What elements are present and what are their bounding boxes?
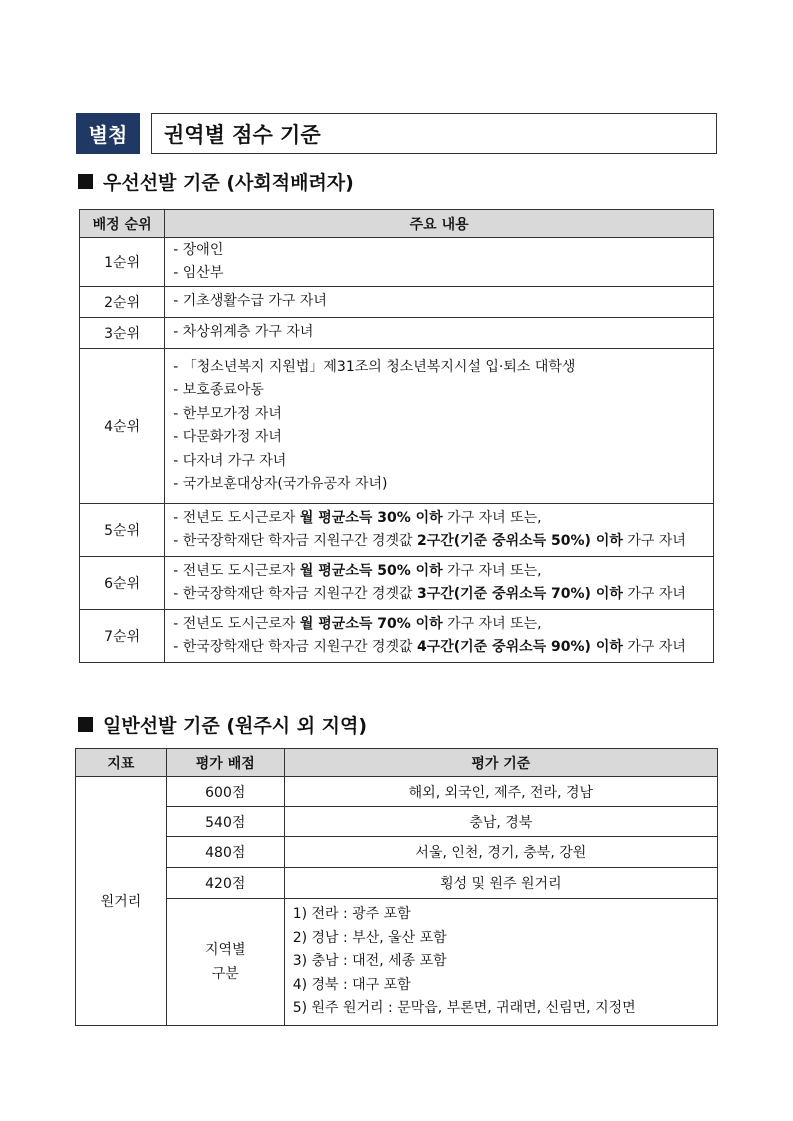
- rank-cell: 6순위: [80, 557, 165, 610]
- table-row: [76, 807, 718, 837]
- content-line: - 임산부: [173, 265, 224, 281]
- column-header-score: 평가 배점: [166, 749, 284, 777]
- rank-cell: 3순위: [80, 318, 165, 349]
- text-span: 가구 자녀 또는,: [442, 615, 542, 632]
- text-span: 가구 자녀: [622, 533, 686, 549]
- content-line: [173, 507, 713, 531]
- content-cell: [165, 238, 714, 287]
- table-row: [80, 318, 714, 349]
- general-selection-table: [75, 748, 718, 1026]
- content-cell: [165, 610, 714, 663]
- region-line: 5) 원주 원거리 : 문막읍, 부론면, 귀래면, 신림면, 지정면: [292, 1000, 636, 1017]
- emphasis-text: 2구간(기준 중위소득 50%) 이하: [416, 533, 623, 549]
- region-label-cell: [166, 899, 284, 1026]
- text-span: - 전년도 도시근로자: [173, 562, 300, 579]
- priority-table: [79, 209, 714, 663]
- section2-heading: [78, 711, 367, 738]
- table-header-row: [80, 210, 714, 238]
- rank-cell: 1순위: [80, 238, 165, 287]
- content-line: - 국가보훈대상자(국가유공자 자녀): [173, 476, 388, 492]
- region-label-line: 구분: [211, 966, 239, 982]
- column-header-indicator: 지표: [76, 749, 167, 777]
- score-cell: 540점: [166, 807, 284, 837]
- text-span: - 한국장학재단 학자금 지원구간 경곗값: [173, 639, 417, 655]
- table-row: [80, 238, 714, 287]
- region-detail-cell: [284, 899, 717, 1026]
- table-row: [80, 349, 714, 504]
- table-row: [80, 504, 714, 557]
- emphasis-text: 월 평균소득 50% 이하: [299, 562, 443, 579]
- content-line: [173, 530, 713, 554]
- text-span: 가구 자녀 또는,: [442, 562, 542, 579]
- rank-cell: 5순위: [80, 504, 165, 557]
- text-span: - 전년도 도시근로자: [173, 615, 300, 632]
- criteria-cell: 횡성 및 원주 원거리: [284, 868, 717, 899]
- content-line: - 다문화가정 자녀: [173, 429, 282, 445]
- content-line: - 보호종료아동: [173, 382, 264, 398]
- section2-title: 일반선발 기준 (원주시 외 지역): [103, 715, 368, 737]
- table-row: [76, 899, 718, 1026]
- square-bullet-icon: [78, 717, 93, 732]
- content-cell: [165, 287, 714, 318]
- region-line: 4) 경북 : 대구 포함: [292, 976, 411, 993]
- text-span: - 전년도 도시근로자: [173, 509, 300, 526]
- content-cell: [165, 349, 714, 504]
- content-line: [173, 613, 713, 637]
- criteria-cell: 서울, 인천, 경기, 충북, 강원: [284, 837, 717, 868]
- text-span: - 한국장학재단 학자금 지원구간 경곗값: [173, 586, 417, 602]
- content-line: - 차상위계층 가구 자녀: [173, 324, 314, 341]
- table-header-row: [76, 749, 718, 777]
- section1-heading: [78, 168, 354, 195]
- content-line: [173, 583, 713, 607]
- text-span: - 한국장학재단 학자금 지원구간 경곗값: [173, 533, 417, 549]
- column-header-criteria: 평가 기준: [284, 749, 717, 777]
- rank-cell: 2순위: [80, 287, 165, 318]
- square-bullet-icon: [78, 174, 93, 189]
- rank-cell: 4순위: [80, 349, 165, 504]
- text-span: 가구 자녀: [622, 586, 686, 602]
- table-row: [76, 868, 718, 899]
- content-line: [173, 636, 713, 660]
- region-label-line: 지역별: [204, 942, 246, 958]
- content-line: - 기초생활수급 가구 자녀: [173, 293, 327, 310]
- table-row: [80, 557, 714, 610]
- content-line: - 「청소년복지 지원법」제31조의 청소년복지시설 입·퇴소 대학생: [173, 358, 576, 375]
- content-line: - 장애인: [173, 241, 224, 258]
- content-line: - 다자녀 가구 자녀: [173, 452, 287, 469]
- section1-title: 우선선발 기준 (사회적배려자): [103, 172, 354, 194]
- column-header-content: 주요 내용: [165, 210, 714, 238]
- table-row: [76, 777, 718, 807]
- content-cell: [165, 557, 714, 610]
- region-line: 2) 경남 : 부산, 울산 포함: [292, 929, 447, 946]
- content-line: - 한부모가정 자녀: [173, 405, 282, 422]
- attachment-badge: 별첨: [76, 113, 140, 154]
- page-title: 권역별 점수 기준: [151, 113, 717, 154]
- table-row: [80, 610, 714, 663]
- text-span: 가구 자녀 또는,: [442, 509, 542, 526]
- emphasis-text: 4구간(기준 중위소득 90%) 이하: [416, 639, 623, 655]
- score-cell: 480점: [166, 837, 284, 868]
- emphasis-text: 월 평균소득 30% 이하: [299, 509, 443, 526]
- table-row: [76, 837, 718, 868]
- content-cell: [165, 318, 714, 349]
- criteria-cell: 해외, 외국인, 제주, 전라, 경남: [284, 777, 717, 807]
- score-cell: 600점: [166, 777, 284, 807]
- criteria-cell: 충남, 경북: [284, 807, 717, 837]
- indicator-cell: 원거리: [76, 777, 167, 1026]
- column-header-rank: 배정 순위: [80, 210, 165, 238]
- text-span: 가구 자녀: [622, 639, 686, 655]
- content-cell: [165, 504, 714, 557]
- score-cell: 420점: [166, 868, 284, 899]
- region-line: 1) 전라 : 광주 포함: [292, 906, 411, 923]
- emphasis-text: 3구간(기준 중위소득 70%) 이하: [416, 586, 623, 602]
- region-line: 3) 충남 : 대전, 세종 포함: [292, 953, 447, 970]
- rank-cell: 7순위: [80, 610, 165, 663]
- table-row: [80, 287, 714, 318]
- emphasis-text: 월 평균소득 70% 이하: [299, 615, 443, 632]
- content-line: [173, 560, 713, 584]
